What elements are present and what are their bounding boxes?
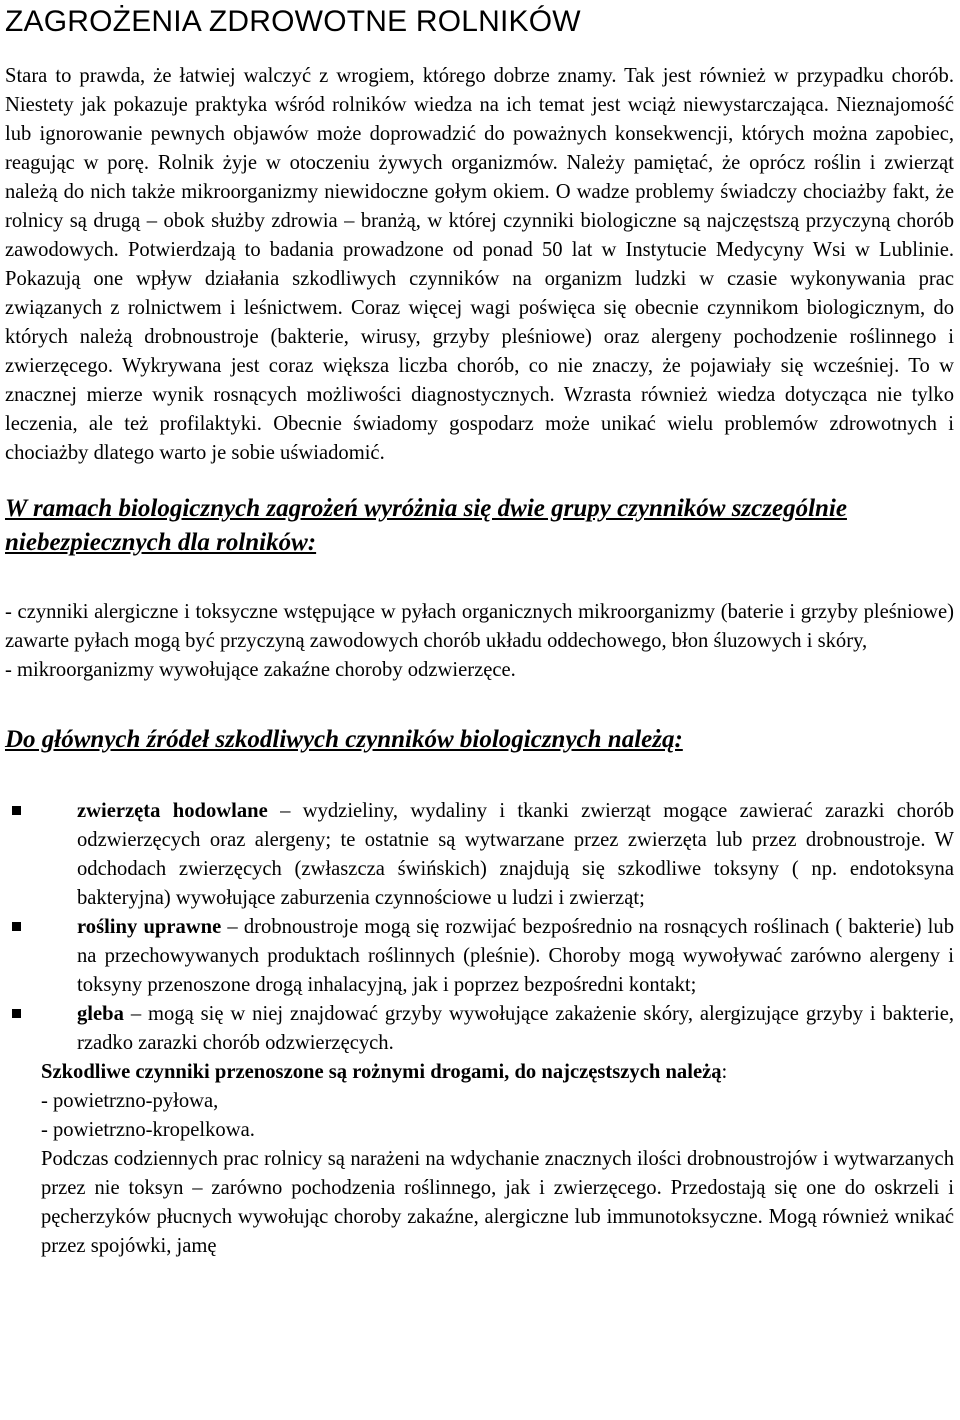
routes-colon: : bbox=[721, 1061, 728, 1083]
intro-paragraph: Stara to prawda, że łatwiej walczyć z wrogiem, którego dobrze znamy. Tak jest również w przypadku chorób. Niestety jak pokazuje praktyka wśród rolników wiedza na ich temat jest wciąż niewystarczająca. Nieznajomość lub ignorowanie pewnych objawów może doprowadzić do poważnych konsekwencji, których można zapobiec, reagując w porę. Rolnik żyje w otoczeniu żywych organizmów. Należy pamiętać, że oprócz roślin i zwierząt należą do nich także mikroorganizmy niewidoczne gołym okiem. O wadze problemy świadczy chociażby fakt, że rolnicy są drugą – obok służby zdrowia – branżą, w której czynniki biologiczne są najczęstszą przyczyną chorób zawodowych. Potwierdzają to badania prowadzone od ponad 50 lat w Instytucie Medycyny Wsi w Lublinie. Pokazują one wpływ działania szkodliwych czynników na organizm ludzki w czasie wykonywania prac związanych z rolnictwem i leśnictwem. Coraz więcej wagi poświęca się obecnie czynnikom biologicznym, do których należą drobnoustroje (bakterie, wirusy, grzyby pleśniowe) oraz alergeny pochodzenie roślinnego i zwierzęcego. Wykrywana jest coraz większa liczba chorób, co nie znaczy, że pojawiały się wcześniej. To w znacznej mierze wynik rosnących możliwości diagnostycznych. Wzrasta również wiedza dotycząca nie tylko leczenia, ale też profilaktyki. Obecnie świadomy gospodarz może unikać wielu problemów zdrowotnych i chociażby dlatego warto je sobie uświadomić. bbox=[5, 65, 954, 464]
route-item: - powietrzno-pyłowa, bbox=[41, 1090, 219, 1112]
routes-heading: Szkodliwe czynniki przenoszone są rożnymi drogami, do najczęstszych należą bbox=[41, 1061, 722, 1083]
groups-heading: W ramach biologicznych zagrożeń wyróżnia się dwie grupy czynników szczególnie niebezpiecznych dla rolników: bbox=[5, 495, 847, 556]
source-term: zwierzęta hodowlane bbox=[77, 800, 268, 822]
route-item: - powietrzno-kropelkowa. bbox=[41, 1119, 255, 1141]
list-item bbox=[5, 1000, 954, 1058]
square-bullet-icon bbox=[12, 922, 21, 931]
closing-paragraph: Podczas codziennych prac rolnicy są narażeni na wdychanie znacznych ilości drobnoustrojów i wytwarzanych przez nie toksyn – zarówno pochodzenia roślinnego, jak i zwierzęcego. Przedostają się one do oskrzeli i pęcherzyków płucnych wywołując choroby zakaźne, alergiczne lub immunotoksyczne. Mogą również wnikać przez spojówki, jamę bbox=[41, 1148, 954, 1257]
group-item: - czynniki alergiczne i toksyczne wstępujące w pyłach organicznych mikroorganizmy (baterie i grzyby pleśniowe) zawarte pyłach mogą być przyczyną zawodowych chorób układu oddechowego, błon śluzowych i skóry, bbox=[5, 601, 954, 652]
sources-heading: Do głównych źródeł szkodliwych czynników biologicznych należą: bbox=[5, 726, 683, 753]
document-title: ZAGROŻENIA ZDROWOTNE ROLNIKÓW bbox=[5, 5, 581, 38]
source-term: rośliny uprawne bbox=[77, 916, 222, 938]
sources-list bbox=[5, 797, 954, 1058]
square-bullet-icon bbox=[12, 1009, 21, 1018]
source-text: – wydzieliny, wydaliny i tkanki zwierząt mogące zawierać zarazki chorób odzwierzęcych oraz alergeny; te ostatnie są wytwarzane przez zwierzęta lub przez drobnoustroje. W odchodach zwierzęcych (zwłaszcza świńskich) znajdują się szkodliwe toksyny ( np. endotoksyna bakteryjna) wywołujące zaburzenia czynnościowe u ludzi i zwierząt; bbox=[77, 800, 954, 909]
group-item: - mikroorganizmy wywołujące zakaźne choroby odzwierzęce. bbox=[5, 659, 516, 681]
source-term: gleba bbox=[77, 1003, 124, 1025]
source-text: – mogą się w niej znajdować grzyby wywołujące zakażenie skóry, alergizujące grzyby i bakterie, rzadko zarazki chorób odzwierzęcych. bbox=[77, 1003, 954, 1054]
source-text: – drobnoustroje mogą się rozwijać bezpośrednio na rosnących roślinach ( bakterie) lub na przechowywanych produktach roślinnych (pleśnie). Choroby mogą wywoływać zarówno alergeny i toksyny przenoszone drogą inhalacyjną, jak i poprzez bezpośredni kontakt; bbox=[77, 916, 954, 996]
groups-list bbox=[5, 598, 954, 685]
routes-section bbox=[5, 1058, 954, 1145]
list-item bbox=[5, 797, 954, 913]
square-bullet-icon bbox=[12, 806, 21, 815]
list-item bbox=[5, 913, 954, 1000]
routes-heading-line bbox=[5, 1058, 954, 1087]
